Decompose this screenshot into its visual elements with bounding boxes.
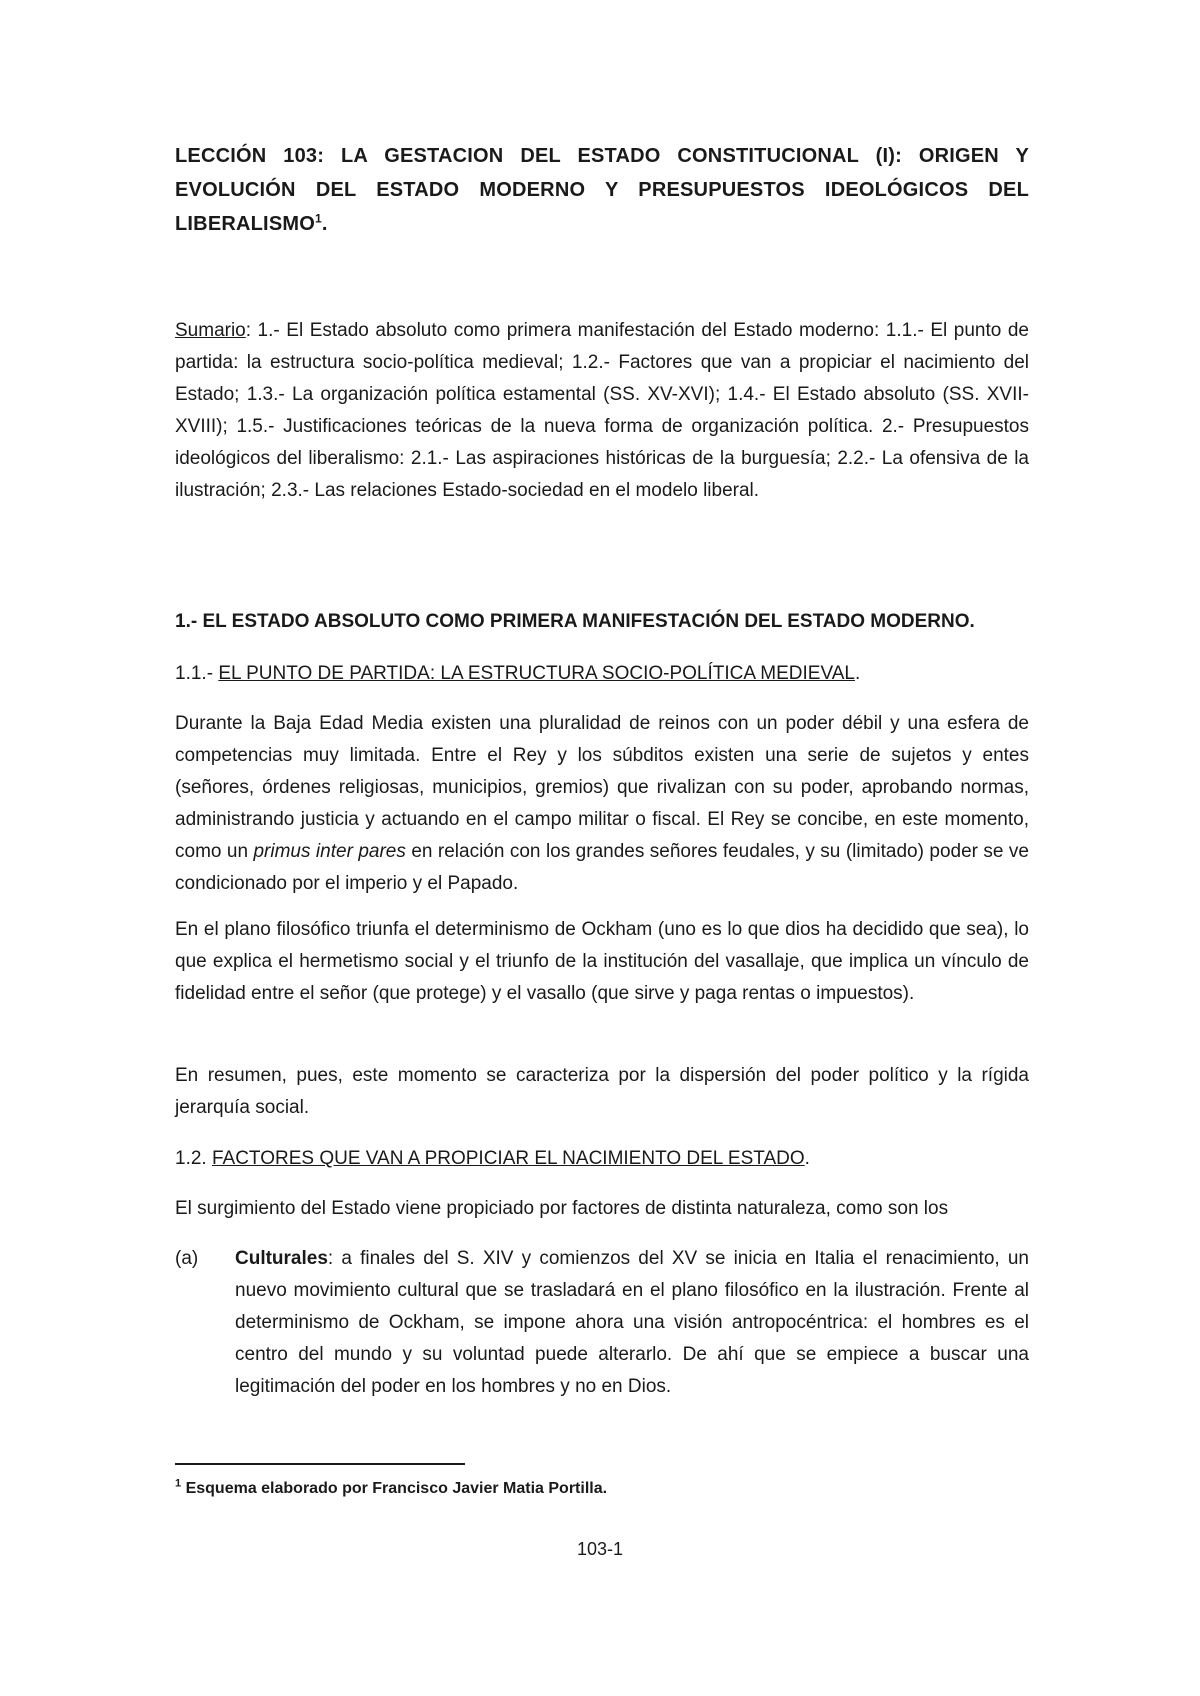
footnote — [175, 1475, 1029, 1503]
subsection-number: 1.2. — [175, 1148, 212, 1169]
section-heading-1: 1.- EL ESTADO ABSOLUTO COMO PRIMERA MANIFESTACIÓN DEL ESTADO MODERNO. — [175, 611, 975, 632]
list-item-text: : a finales del S. XIV y comienzos del XV se inicia en Italia el renacimiento, un nuevo movimiento cultural que se trasladará en el plano filosófico en la ilustración. Frente al determinismo de Ockham, se impone ahora una visión antropocéntrica: el hombres es el centro del mundo y su voluntad puede alterarlo. De ahí que se empiece a buscar una legitimación del poder en los hombres y no en Dios. — [235, 1248, 1029, 1397]
subsection-heading-1-1 — [175, 658, 1029, 690]
latin-phrase: primus inter pares — [253, 841, 406, 862]
subsection-title: FACTORES QUE VAN A PROPICIAR EL NACIMIENTO DEL ESTADO — [211, 1148, 805, 1169]
subsection-heading-1-2 — [175, 1143, 1029, 1175]
lesson-title — [175, 139, 1029, 241]
subsection-number: 1.1.- — [175, 663, 219, 684]
lesson-title-text: LECCIÓN 103: LA GESTACION DEL ESTADO CONSTITUCIONAL (I): ORIGEN Y EVOLUCIÓN DEL ESTADO MODERNO Y PRESUPUESTOS IDEOLÓGICOS DEL LIBERALISMO — [175, 145, 1029, 235]
subsection-end: . — [854, 663, 861, 684]
footnote-text: Esquema elaborado por Francisco Javier Matia Portilla. — [181, 1480, 608, 1497]
paragraph-factores-intro: El surgimiento del Estado viene propiciado por factores de distinta naturaleza, como son los — [175, 1198, 949, 1219]
footnote-reference[interactable]: 1 — [314, 211, 322, 226]
summary-paragraph — [175, 315, 1029, 507]
page-number: 103-1 — [576, 1539, 624, 1559]
paragraph-resumen: En resumen, pues, este momento se caracteriza por la dispersión del poder político y la rígida jerarquía social. — [175, 1065, 1029, 1118]
list-marker: (a) — [175, 1248, 199, 1269]
list-item-body — [235, 1243, 1029, 1403]
list-item — [175, 1243, 1029, 1403]
paragraph-text: Durante la Baja Edad Media existen una pluralidad de reinos con un poder débil y una esfera de competencias muy limitada. Entre el Rey y los súbditos existen una serie de sujetos y entes (señores, órdenes religiosas, municipios, gremios) que rivalizan con su poder, aprobando normas, administrando justicia y actuando en el campo militar o fiscal. El Rey se concibe, en este momento, como un — [175, 713, 1029, 862]
footnote-separator — [175, 1463, 465, 1465]
summary-text: : 1.- El Estado absoluto como primera manifestación del Estado moderno: 1.1.- El punto de partida: la estructura socio-política medieval; 1.2.- Factores que van a propiciar el nacimiento del Estado; 1.3.- La organización política estamental (SS. XV-XVI); 1.4.- El Estado absoluto (SS. XVII-XVIII); 1.5.- Justificaciones teóricas de la nueva forma de organización política. 2.- Presupuestos ideológicos del liberalismo: 2.1.- Las aspiraciones históricas de la burguesía; 2.2.- La ofensiva de la ilustración; 2.3.- Las relaciones Estado-sociedad en el modelo liberal. — [175, 320, 1029, 501]
list-item-term: Culturales — [235, 1248, 328, 1269]
subsection-end: . — [804, 1148, 810, 1169]
footnote-number: 1 — [175, 1477, 182, 1490]
summary-label: Sumario — [175, 320, 246, 341]
lesson-title-end: . — [321, 213, 328, 235]
paragraph-text: en relación con los grandes señores feudales, y su (limitado) poder se ve condicionado por el imperio y el Papado. — [175, 841, 1029, 894]
subsection-title: EL PUNTO DE PARTIDA: LA ESTRUCTURA SOCIO-POLÍTICA MEDIEVAL — [218, 663, 855, 684]
paragraph-ockham: En el plano filosófico triunfa el determinismo de Ockham (uno es lo que dios ha decidido que sea), lo que explica el hermetismo social y el triunfo de la institución del vasallaje, que implica un vínculo de fidelidad entre el señor (que protege) y el vasallo (que sirve y paga rentas o impuestos). — [175, 919, 1029, 1004]
paragraph-baja-edad-media — [175, 708, 1029, 900]
